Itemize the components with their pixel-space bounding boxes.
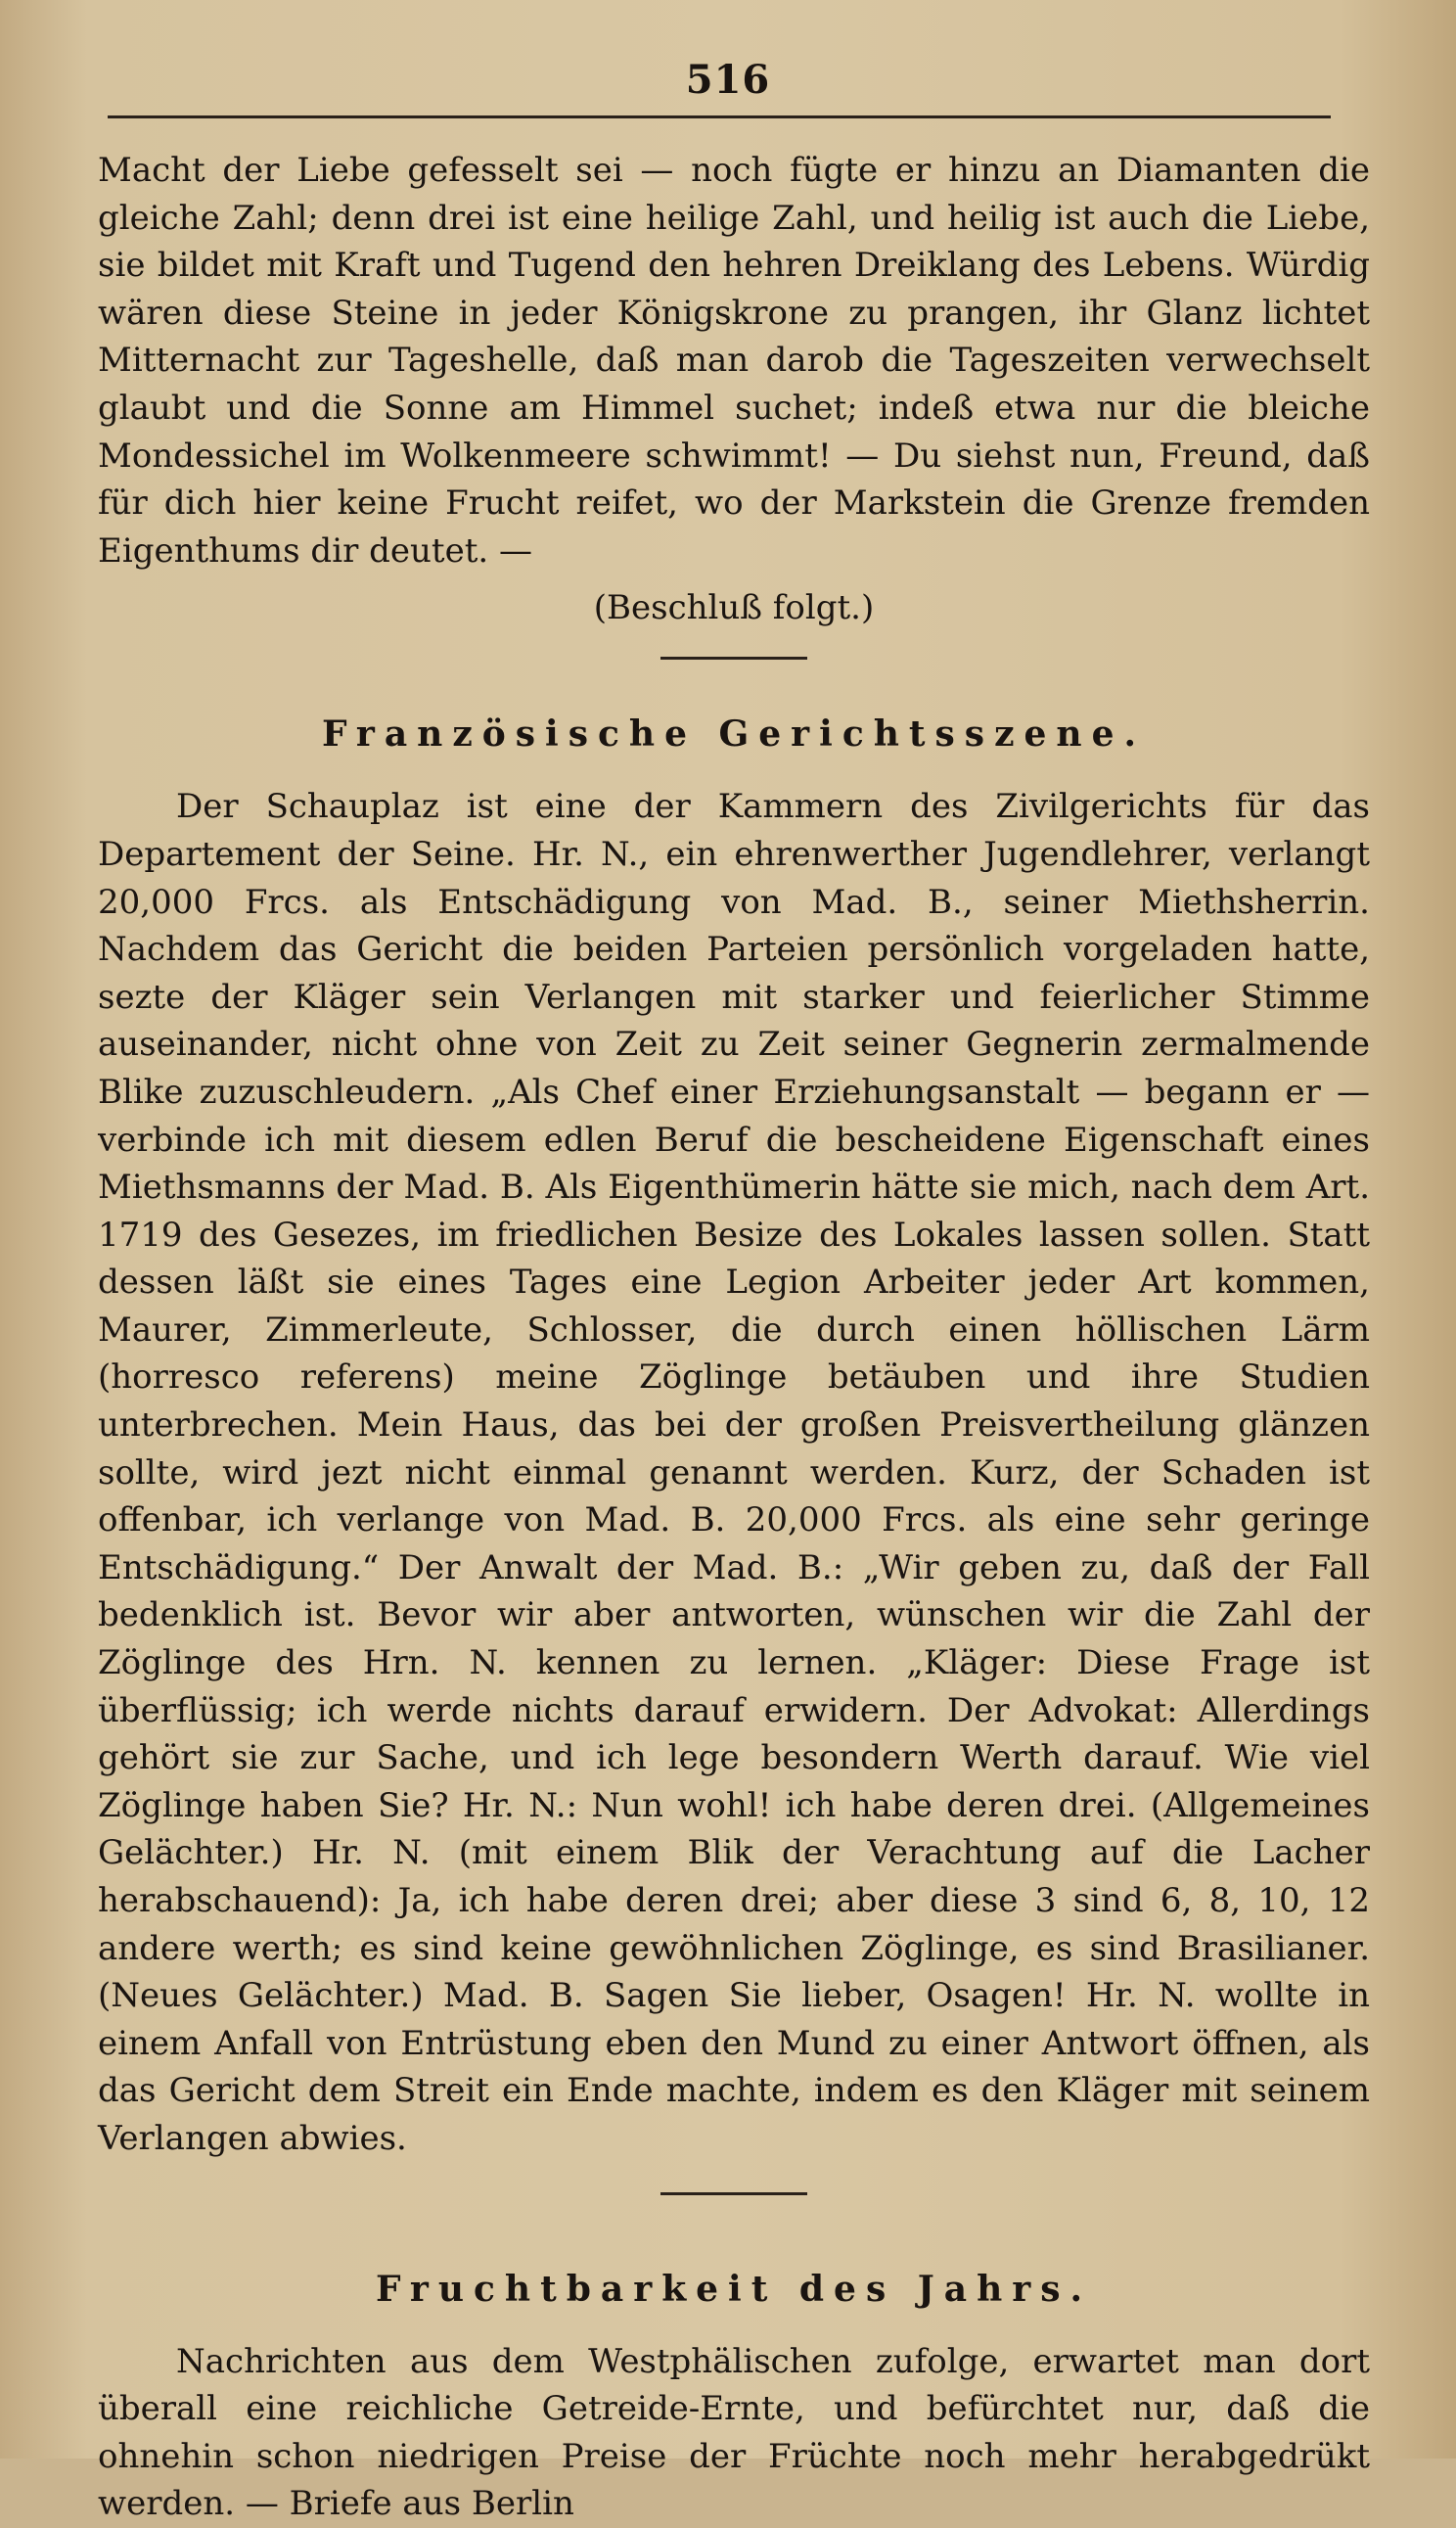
section-divider-1: [660, 657, 807, 660]
continued-note: (Beschluß folgt.): [593, 588, 875, 628]
header-rule: [108, 115, 1331, 118]
intro-paragraph: Macht der Liebe gefesselt sei — noch fügte er hinzu an Diamanten die gleiche Zahl; denn drei ist eine heilige Zahl, und heilig ist auch die Liebe, sie bildet mit Kraft und Tugend den hehren Dreiklang des Lebens. Würdig wären diese Steine in jeder Königskrone zu prangen, ihr Glanz lichtet Mitternacht zur Tageshelle, daß man darob die Tageszeiten verwechselt glaubt und die Sonne am Himmel suchet; indeß etwa nur die bleiche Mondessichel im Wolkenmeere schwimmt! — Du siehst nun, Freund, daß für dich hier keine Frucht reifet, wo der Markstein die Grenze fremden Eigenthums dir deutet. —: [98, 151, 1370, 571]
article-title-gerichtsszene: Französische Gerichtsszene.: [321, 713, 1147, 756]
page-number: 516: [685, 57, 771, 103]
article-body-gerichtsszene: Der Schauplaz ist eine der Kammern des Zivilgerichts für das Departement der Seine. Hr. N., ein ehrenwerther Jugendlehrer, verlangt 20,000 Frcs. als Entschädigung von Mad. B., seiner Miethsherrin. Nachdem das Gericht die beiden Parteien persönlich vorgeladen hatte, sezte der Kläger sein Verlangen mit starker und feierlicher Stimme auseinander, nicht ohne von Zeit zu Zeit seiner Gegnerin zermalmende Blike zuzuschleudern. „Als Chef einer Erziehungsanstalt — begann er — verbinde ich mit diesem edlen Beruf die bescheidene Eigenschaft eines Miethsmanns der Mad. B. Als Eigenthümerin hätte sie mich, nach dem Art. 1719 des Gesezes, im friedlichen Besize des Lokales lassen sollen. Statt dessen läßt sie eines Tages eine Legion Arbeiter jeder Art kommen, Maurer, Zimmerleute, Schlosser, die durch einen höllischen Lärm (horresco referens) meine Zöglinge betäuben und ihre Studien unterbrechen. Mein Haus, das bei der großen Preisvertheilung glänzen sollte, wird jezt nicht einmal genannt werden. Kurz, der Schaden ist offenbar, ich verlange von Mad. B. 20,000 Frcs. als eine sehr geringe Entschädigung.“ Der Anwalt der Mad. B.: „Wir geben zu, daß der Fall bedenklich ist. Bevor wir aber antworten, wünschen wir die Zahl der Zöglinge des Hrn. N. kennen zu lernen. „Kläger: Diese Frage ist überflüssig; ich werde nichts darauf erwidern. Der Advokat: Allerdings gehört sie zur Sache, und ich lege besondern Werth darauf. Wie viel Zöglinge haben Sie? Hr. N.: Nun wohl! ich habe deren drei. (Allgemeines Gelächter.) Hr. N. (mit einem Blik der Verachtung auf die Lacher herabschauend): Ja, ich habe deren drei; aber diese 3 sind 6, 8, 10, 12 andere werth; es sind keine gewöhnlichen Zöglinge, es sind Brasilianer. (Neues Gelächter.) Mad. B. Sagen Sie lieber, Osagen! Hr. N. wollte in einem Anfall von Entrüstung eben den Mund zu einer Antwort öffnen, als das Gericht dem Streit ein Ende machte, indem es den Kläger mit seinem Verlangen abwies.: [98, 787, 1370, 2158]
page-content: [98, 147, 1370, 2528]
article-title-fruchtbarkeit: Fruchtbarkeit des Jahrs.: [375, 2268, 1093, 2310]
section-divider-2: [660, 2192, 807, 2195]
article-body-fruchtbarkeit: Nachrichten aus dem Westphälischen zufolge, erwartet man dort überall eine reichliche Getreide-Ernte, und befürchtet nur, daß die ohnehin schon niedrigen Preise der Früchte noch mehr herabgedrükt werden. — Briefe aus Berlin: [98, 2341, 1370, 2524]
